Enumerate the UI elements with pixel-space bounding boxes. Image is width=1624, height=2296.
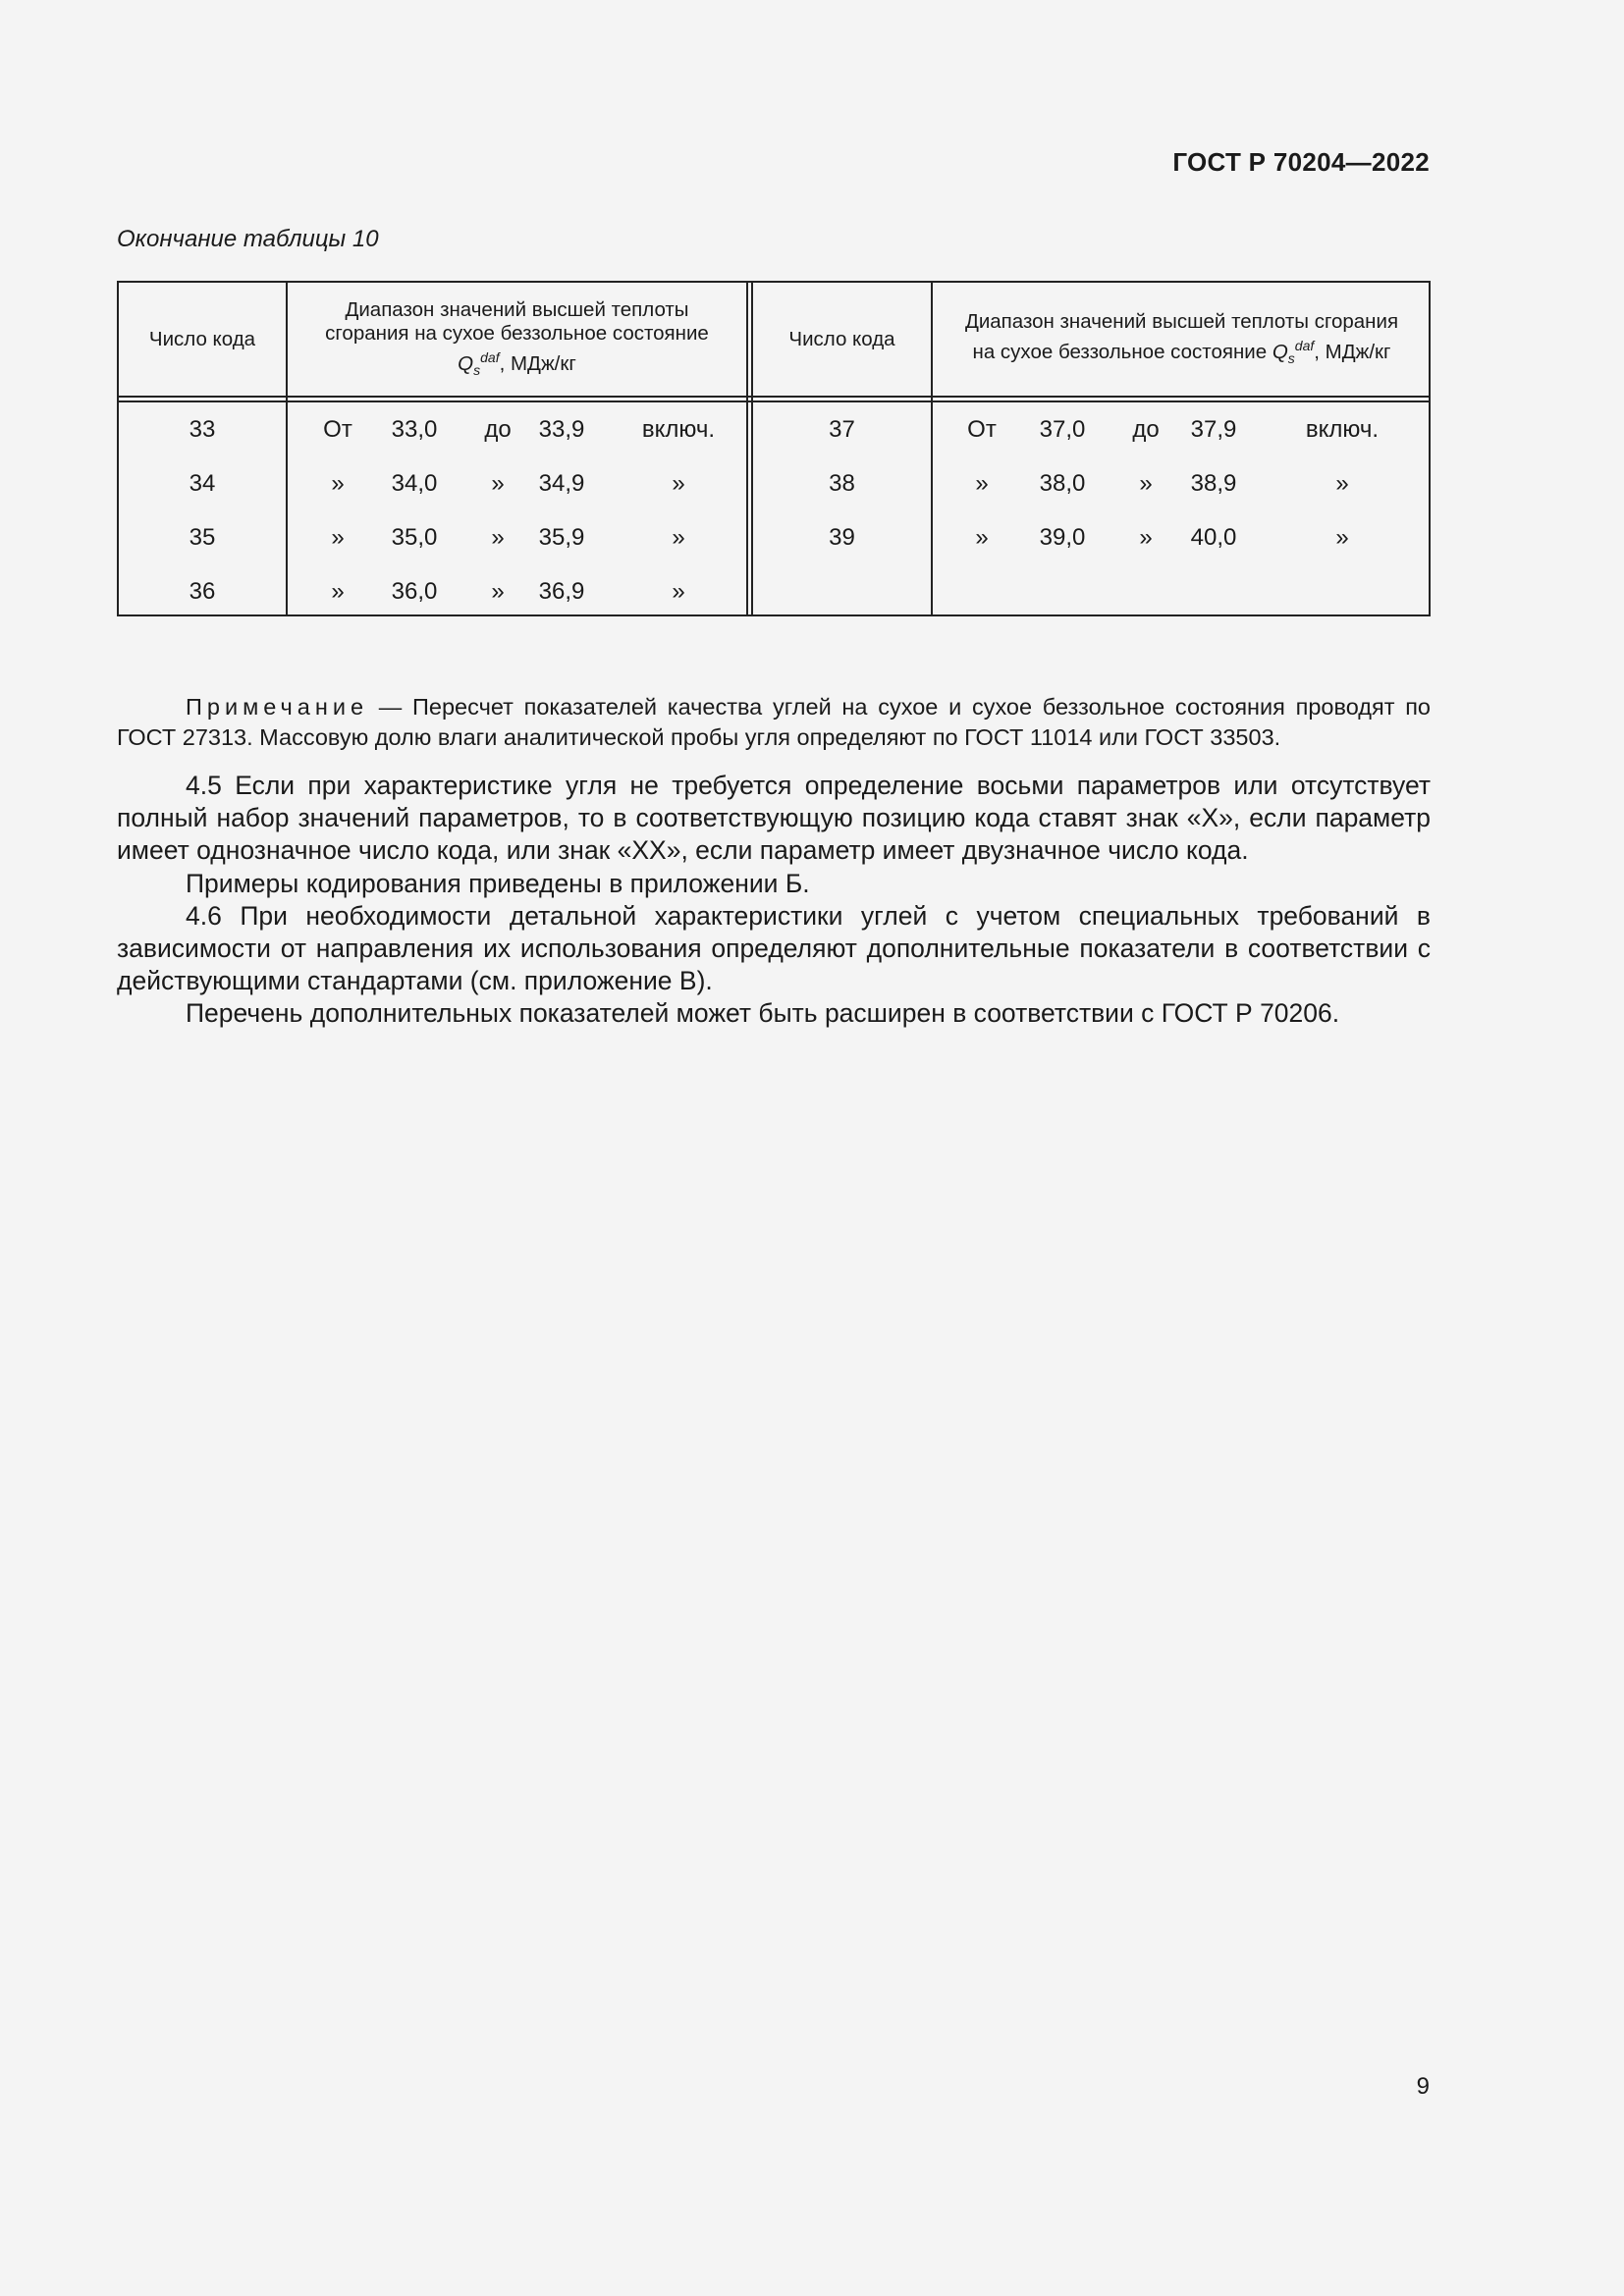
code-cell: 36 bbox=[189, 578, 216, 605]
note-label: Примечание bbox=[186, 694, 369, 720]
inclusive-cell: » bbox=[672, 470, 685, 497]
header-range-left: Диапазон значений высшей теплоты сгорания на сухое беззольное состояние $Q_s^{daf}$, МДж/кг bbox=[325, 297, 709, 378]
code-cell: 33 bbox=[189, 416, 216, 443]
to-value-cell: 33,9 bbox=[538, 416, 585, 443]
from-word-cell: » bbox=[975, 524, 989, 551]
paragraph-examples: Примеры кодирования приведены в приложении Б. bbox=[186, 869, 810, 898]
header-code-left: Число кода bbox=[148, 328, 256, 350]
to-value-cell: 40,0 bbox=[1190, 524, 1237, 551]
paragraph-additional-list: Перечень дополнительных показателей может быть расширен в соответствии с ГОСТ Р 70206. bbox=[186, 998, 1340, 1028]
header-range-right: Диапазон значений высшей теплоты сгорания на сухое беззольное состояние $Q_s^{daf}$, МДж/кг bbox=[964, 309, 1399, 366]
from-value-cell: 39,0 bbox=[1039, 524, 1086, 551]
from-word-cell: » bbox=[331, 524, 345, 551]
from-value-cell: 36,0 bbox=[391, 578, 438, 605]
to-value-cell: 35,9 bbox=[538, 524, 585, 551]
table-note bbox=[117, 692, 1431, 753]
code-cell: 38 bbox=[829, 470, 855, 497]
inclusive-cell: » bbox=[1335, 524, 1349, 551]
to-word-cell: » bbox=[491, 470, 505, 497]
paragraph-4-6: 4.6 При необходимости детальной характеристики углей с учетом специальных требований в зависимости от направления их использования определяют дополнительные показатели в соответствии с действующими стандартами (см. приложение В). bbox=[117, 901, 1431, 995]
table-10 bbox=[117, 281, 1431, 616]
code-cell: 34 bbox=[189, 470, 216, 497]
to-value-cell: 37,9 bbox=[1190, 416, 1237, 443]
code-cell: 37 bbox=[829, 416, 855, 443]
from-value-cell: 35,0 bbox=[391, 524, 438, 551]
note-text: — Пересчет показателей качества углей на сухое и сухое беззольное состояния проводят по ГОСТ 27313. Массовую долю влаги аналитической пробы угля определяют по ГОСТ 11014 или ГОСТ 33503. bbox=[117, 694, 1431, 750]
header-code-right: Число кода bbox=[788, 328, 895, 350]
from-word-cell: От bbox=[967, 416, 997, 443]
paragraph-4-5: 4.5 Если при характеристике угля не требуется определение восьми параметров или отсутствует полный набор значений параметров, то в соответствующую позицию кода ставят знак «Х», если параметр имеет однозначное число кода, или знак «ХХ», если параметр имеет двузначное число кода. bbox=[117, 771, 1431, 865]
to-value-cell: 36,9 bbox=[538, 578, 585, 605]
to-word-cell: » bbox=[1139, 524, 1153, 551]
page-number: 9 bbox=[1416, 2073, 1430, 2100]
table-divider bbox=[119, 400, 1429, 402]
inclusive-cell: включ. bbox=[641, 416, 716, 443]
to-value-cell: 38,9 bbox=[1190, 470, 1237, 497]
inclusive-cell: » bbox=[672, 578, 685, 605]
inclusive-cell: включ. bbox=[1305, 416, 1380, 443]
code-cell: 35 bbox=[189, 524, 216, 551]
from-value-cell: 38,0 bbox=[1039, 470, 1086, 497]
to-word-cell: » bbox=[491, 524, 505, 551]
from-word-cell: » bbox=[331, 470, 345, 497]
from-value-cell: 34,0 bbox=[391, 470, 438, 497]
code-cell: 39 bbox=[829, 524, 855, 551]
from-value-cell: 37,0 bbox=[1039, 416, 1086, 443]
from-word-cell: » bbox=[331, 578, 345, 605]
table-divider bbox=[746, 283, 748, 614]
from-value-cell: 33,0 bbox=[391, 416, 438, 443]
to-word-cell: до bbox=[1132, 416, 1160, 443]
inclusive-cell: » bbox=[1335, 470, 1349, 497]
table-caption: Окончание таблицы 10 bbox=[117, 226, 379, 252]
to-value-cell: 34,9 bbox=[538, 470, 585, 497]
document-id-header: ГОСТ Р 70204—2022 bbox=[1172, 147, 1430, 177]
from-word-cell: От bbox=[323, 416, 352, 443]
to-word-cell: до bbox=[484, 416, 512, 443]
to-word-cell: » bbox=[1139, 470, 1153, 497]
inclusive-cell: » bbox=[672, 524, 685, 551]
to-word-cell: » bbox=[491, 578, 505, 605]
from-word-cell: » bbox=[975, 470, 989, 497]
